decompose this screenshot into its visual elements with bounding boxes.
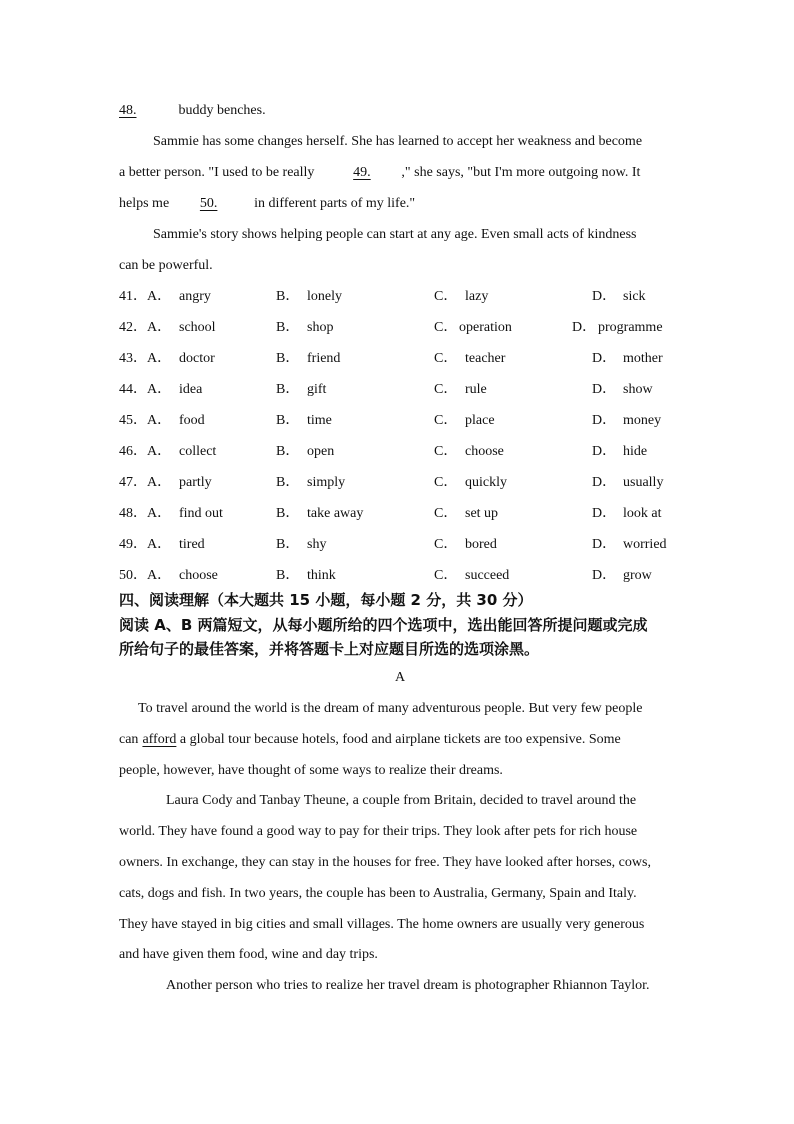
question-number: 44． bbox=[119, 382, 147, 397]
question-number: 48． bbox=[119, 506, 147, 521]
option-letter-b: B． bbox=[276, 444, 300, 459]
option-text-b: time bbox=[307, 413, 332, 428]
option-text-d: usually bbox=[623, 475, 664, 490]
option-letter-b: B． bbox=[276, 382, 300, 397]
option-letter-b: B． bbox=[276, 320, 300, 335]
option-letter-d: D． bbox=[592, 413, 617, 428]
option-letter-a: A． bbox=[147, 475, 172, 490]
option-letter-a: A． bbox=[147, 444, 172, 459]
option-letter-b: B． bbox=[276, 568, 300, 583]
paragraph-line-49 bbox=[119, 164, 640, 182]
option-text-a: collect bbox=[179, 444, 217, 459]
option-letter-c: C． bbox=[434, 475, 458, 490]
passage-line: cats, dogs and fish. In two years, the couple has been to Australia, Germany, Spain and Italy. bbox=[119, 886, 637, 901]
option-letter-b: B． bbox=[276, 413, 300, 428]
option-text-c: choose bbox=[465, 444, 504, 459]
option-letter-a: A． bbox=[147, 506, 172, 521]
cloze-line-48 bbox=[119, 102, 266, 120]
option-letter-c: C． bbox=[434, 444, 458, 459]
option-letter-b: B． bbox=[276, 289, 300, 304]
option-letter-d: D． bbox=[592, 289, 617, 304]
option-text-a: idea bbox=[179, 382, 203, 397]
option-text-b: shy bbox=[307, 537, 327, 552]
option-letter-b: B． bbox=[276, 475, 300, 490]
question-number: 41． bbox=[119, 289, 147, 304]
passage-text: a global tour because hotels, food and airplane tickets are too expensive. Some bbox=[179, 732, 621, 747]
option-letter-a: A． bbox=[147, 320, 172, 335]
section-heading: 四、阅读理解（本大题共 15 小题，每小题 2 分，共 30 分） bbox=[119, 591, 533, 609]
option-letter-d: D． bbox=[592, 568, 617, 583]
option-letter-c: C． bbox=[434, 537, 458, 552]
option-text-a: angry bbox=[179, 289, 211, 304]
passage-line: Another person who tries to realize her travel dream is photographer Rhiannon Taylor. bbox=[166, 978, 650, 993]
passage-line: owners. In exchange, they can stay in the houses for free. They have looked after horses, cows, bbox=[119, 855, 651, 870]
option-letter-a: A． bbox=[147, 537, 172, 552]
option-text-b: lonely bbox=[307, 289, 342, 304]
option-letter-a: A． bbox=[147, 289, 172, 304]
option-text-a: partly bbox=[179, 475, 212, 490]
option-text-c: rule bbox=[465, 382, 487, 397]
option-text-d: grow bbox=[623, 568, 652, 583]
option-letter-d: D． bbox=[592, 351, 617, 366]
cloze-text: ," she says, "but I'm more outgoing now. It bbox=[401, 165, 641, 180]
option-text-c: succeed bbox=[465, 568, 510, 583]
option-letter-c: C． bbox=[434, 413, 458, 428]
cloze-text: helps me bbox=[119, 196, 170, 211]
option-letter-d: D． bbox=[572, 320, 597, 335]
option-text-b: friend bbox=[307, 351, 341, 366]
paragraph-line: can be powerful. bbox=[119, 258, 213, 273]
option-letter-c: C． bbox=[434, 351, 458, 366]
option-letter-a: A． bbox=[147, 568, 172, 583]
option-text-d: programme bbox=[598, 320, 663, 335]
option-text-d: look at bbox=[623, 506, 662, 521]
blank-50: 50. bbox=[199, 196, 218, 211]
option-text-c: operation bbox=[459, 320, 512, 335]
question-number: 42． bbox=[119, 320, 147, 335]
passage-line: people, however, have thought of some ways to realize their dreams. bbox=[119, 763, 503, 778]
option-text-d: show bbox=[623, 382, 653, 397]
question-number: 47． bbox=[119, 475, 147, 490]
question-number: 49． bbox=[119, 537, 147, 552]
option-letter-c: C． bbox=[434, 382, 458, 397]
blank-49: 49. bbox=[353, 165, 371, 180]
option-letter-d: D． bbox=[592, 382, 617, 397]
option-text-c: set up bbox=[465, 506, 499, 521]
option-letter-d: D． bbox=[592, 444, 617, 459]
option-text-b: take away bbox=[307, 506, 364, 521]
option-letter-a: A． bbox=[147, 382, 172, 397]
passage-line: To travel around the world is the dream of many adventurous people. But very few people bbox=[138, 701, 643, 716]
paragraph-line: Sammie's story shows helping people can start at any age. Even small acts of kindness bbox=[153, 227, 637, 242]
option-text-d: mother bbox=[623, 351, 663, 366]
question-number: 46． bbox=[119, 444, 147, 459]
passage-line: They have stayed in big cities and small villages. The home owners are usually very generous bbox=[119, 917, 645, 932]
option-text-a: find out bbox=[179, 506, 223, 521]
passage-label: A bbox=[395, 670, 406, 685]
option-text-a: food bbox=[179, 413, 205, 428]
option-letter-c: C． bbox=[434, 289, 458, 304]
passage-line: world. They have found a good way to pay for their trips. They look after pets for rich house bbox=[119, 824, 638, 839]
option-letter-b: B． bbox=[276, 537, 300, 552]
option-letter-c: C． bbox=[434, 506, 458, 521]
question-number: 50． bbox=[119, 568, 147, 583]
option-text-b: simply bbox=[307, 475, 346, 490]
option-letter-d: D． bbox=[592, 475, 617, 490]
question-number: 45． bbox=[119, 413, 147, 428]
underlined-word: afford bbox=[142, 732, 177, 747]
option-text-b: gift bbox=[307, 382, 327, 397]
passage-text: can bbox=[119, 732, 139, 747]
cloze-text: a better person. "I used to be really bbox=[119, 165, 315, 180]
section-instruction: 阅读 A、B 两篇短文，从每小题所给的四个选项中，选出能回答所提问题或完成 bbox=[119, 616, 648, 634]
option-letter-b: B． bbox=[276, 506, 300, 521]
question-number: 43． bbox=[119, 351, 147, 366]
option-letter-d: D． bbox=[592, 537, 617, 552]
option-text-c: place bbox=[465, 413, 495, 428]
option-letter-c: C． bbox=[434, 320, 458, 335]
option-text-c: lazy bbox=[465, 289, 489, 304]
option-text-c: teacher bbox=[465, 351, 506, 366]
option-text-b: open bbox=[307, 444, 335, 459]
option-text-c: bored bbox=[465, 537, 497, 552]
option-text-d: hide bbox=[623, 444, 648, 459]
option-text-c: quickly bbox=[465, 475, 507, 490]
cloze-text: buddy benches. bbox=[178, 103, 266, 118]
option-text-b: shop bbox=[307, 320, 334, 335]
passage-line: and have given them food, wine and day trips. bbox=[119, 947, 378, 962]
blank-48: 48. bbox=[119, 103, 137, 118]
option-text-a: tired bbox=[179, 537, 205, 552]
option-letter-a: A． bbox=[147, 351, 172, 366]
option-letter-c: C． bbox=[434, 568, 458, 583]
option-letter-d: D． bbox=[592, 506, 617, 521]
passage-line: Laura Cody and Tanbay Theune, a couple from Britain, decided to travel around the bbox=[166, 793, 637, 808]
option-letter-a: A． bbox=[147, 413, 172, 428]
option-text-d: money bbox=[623, 413, 662, 428]
option-text-a: choose bbox=[179, 568, 218, 583]
option-text-a: doctor bbox=[179, 351, 215, 366]
paragraph-line-50 bbox=[119, 195, 415, 213]
option-text-d: worried bbox=[623, 537, 667, 552]
option-letter-b: B． bbox=[276, 351, 300, 366]
option-text-d: sick bbox=[623, 289, 646, 304]
passage-line bbox=[119, 731, 621, 749]
option-text-b: think bbox=[307, 568, 336, 583]
option-text-a: school bbox=[179, 320, 216, 335]
cloze-text: in different parts of my life." bbox=[254, 196, 416, 211]
paragraph-line: Sammie has some changes herself. She has learned to accept her weakness and become bbox=[153, 134, 643, 149]
section-instruction: 所给句子的最佳答案，并将答题卡上对应题目所选的选项涂黑。 bbox=[119, 640, 540, 658]
